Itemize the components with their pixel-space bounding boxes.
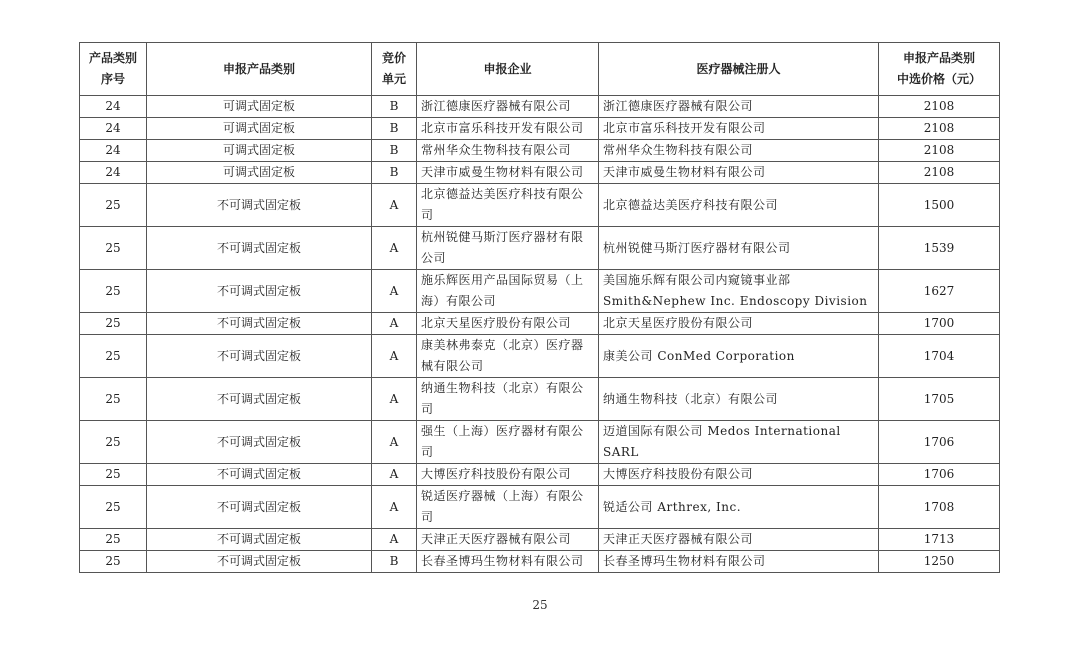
- cell-registrant: 北京市富乐科技开发有限公司: [599, 118, 879, 140]
- cell-registrant: 长春圣博玛生物材料有限公司: [599, 551, 879, 573]
- cell-seq: 25: [80, 227, 147, 270]
- cell-registrant: 锐适公司 Arthrex, Inc.: [599, 486, 879, 529]
- table-row: [80, 529, 1000, 551]
- table-row: [80, 551, 1000, 573]
- header-category: 申报产品类别: [147, 43, 372, 96]
- cell-seq: 25: [80, 529, 147, 551]
- table-row: [80, 486, 1000, 529]
- cell-seq: 25: [80, 464, 147, 486]
- cell-registrant: 天津正天医疗器械有限公司: [599, 529, 879, 551]
- cell-registrant: 常州华众生物科技有限公司: [599, 140, 879, 162]
- cell-category: 可调式固定板: [147, 162, 372, 184]
- cell-seq: 24: [80, 96, 147, 118]
- cell-unit: A: [372, 270, 417, 313]
- cell-unit: B: [372, 162, 417, 184]
- cell-category: 不可调式固定板: [147, 335, 372, 378]
- cell-seq: 25: [80, 378, 147, 421]
- table-row: [80, 464, 1000, 486]
- cell-enterprise: 锐适医疗器械（上海）有限公司: [417, 486, 599, 529]
- header-enterprise: 申报企业: [417, 43, 599, 96]
- table-row: [80, 378, 1000, 421]
- cell-price: 1705: [879, 378, 1000, 421]
- cell-enterprise: 天津市威曼生物材料有限公司: [417, 162, 599, 184]
- cell-enterprise: 纳通生物科技（北京）有限公司: [417, 378, 599, 421]
- table-row: [80, 140, 1000, 162]
- cell-price: 1704: [879, 335, 1000, 378]
- table-row: [80, 162, 1000, 184]
- cell-enterprise: 常州华众生物科技有限公司: [417, 140, 599, 162]
- cell-unit: A: [372, 486, 417, 529]
- cell-unit: B: [372, 118, 417, 140]
- cell-enterprise: 强生（上海）医疗器材有限公司: [417, 421, 599, 464]
- cell-category: 不可调式固定板: [147, 378, 372, 421]
- header-seq: 产品类别 序号: [80, 43, 147, 96]
- cell-unit: B: [372, 96, 417, 118]
- cell-enterprise: 施乐辉医用产品国际贸易（上海）有限公司: [417, 270, 599, 313]
- table-row: [80, 270, 1000, 313]
- table-row: [80, 335, 1000, 378]
- cell-seq: 24: [80, 162, 147, 184]
- cell-unit: B: [372, 140, 417, 162]
- cell-unit: A: [372, 421, 417, 464]
- cell-category: 不可调式固定板: [147, 313, 372, 335]
- cell-seq: 25: [80, 486, 147, 529]
- cell-enterprise: 北京天星医疗股份有限公司: [417, 313, 599, 335]
- cell-enterprise: 天津正天医疗器械有限公司: [417, 529, 599, 551]
- cell-registrant: 杭州锐健马斯汀医疗器材有限公司: [599, 227, 879, 270]
- cell-category: 不可调式固定板: [147, 184, 372, 227]
- cell-seq: 24: [80, 140, 147, 162]
- cell-category: 不可调式固定板: [147, 529, 372, 551]
- cell-price: 1539: [879, 227, 1000, 270]
- cell-category: 不可调式固定板: [147, 551, 372, 573]
- cell-enterprise: 北京德益达美医疗科技有限公司: [417, 184, 599, 227]
- cell-enterprise: 长春圣博玛生物材料有限公司: [417, 551, 599, 573]
- cell-price: 1706: [879, 464, 1000, 486]
- header-price: 申报产品类别 中选价格（元）: [879, 43, 1000, 96]
- cell-enterprise: 浙江德康医疗器械有限公司: [417, 96, 599, 118]
- cell-registrant: 大博医疗科技股份有限公司: [599, 464, 879, 486]
- cell-enterprise: 康美林弗泰克（北京）医疗器械有限公司: [417, 335, 599, 378]
- cell-registrant: 纳通生物科技（北京）有限公司: [599, 378, 879, 421]
- cell-price: 1700: [879, 313, 1000, 335]
- cell-seq: 25: [80, 184, 147, 227]
- cell-unit: A: [372, 378, 417, 421]
- cell-seq: 24: [80, 118, 147, 140]
- header-registrant: 医疗器械注册人: [599, 43, 879, 96]
- cell-unit: A: [372, 335, 417, 378]
- cell-price: 2108: [879, 140, 1000, 162]
- cell-category: 不可调式固定板: [147, 486, 372, 529]
- cell-registrant: 北京德益达美医疗科技有限公司: [599, 184, 879, 227]
- cell-registrant: 浙江德康医疗器械有限公司: [599, 96, 879, 118]
- cell-category: 不可调式固定板: [147, 421, 372, 464]
- cell-registrant: 美国施乐辉有限公司内窥镜事业部 Smith&Nephew Inc. Endoscopy Division: [599, 270, 879, 313]
- cell-unit: B: [372, 551, 417, 573]
- cell-unit: A: [372, 184, 417, 227]
- cell-seq: 25: [80, 421, 147, 464]
- cell-seq: 25: [80, 551, 147, 573]
- winning-bid-table: [79, 42, 1000, 573]
- cell-price: 1500: [879, 184, 1000, 227]
- cell-registrant: 康美公司 ConMed Corporation: [599, 335, 879, 378]
- cell-price: 1708: [879, 486, 1000, 529]
- cell-category: 可调式固定板: [147, 96, 372, 118]
- cell-price: 1713: [879, 529, 1000, 551]
- table-row: [80, 313, 1000, 335]
- cell-seq: 25: [80, 270, 147, 313]
- table-row: [80, 118, 1000, 140]
- table-header-row: [80, 43, 1000, 96]
- cell-registrant: 迈道国际有限公司 Medos International SARL: [599, 421, 879, 464]
- cell-unit: A: [372, 313, 417, 335]
- cell-unit: A: [372, 464, 417, 486]
- cell-price: 2108: [879, 118, 1000, 140]
- cell-category: 不可调式固定板: [147, 270, 372, 313]
- cell-category: 可调式固定板: [147, 140, 372, 162]
- cell-registrant: 天津市威曼生物材料有限公司: [599, 162, 879, 184]
- table-body: [80, 96, 1000, 573]
- cell-price: 2108: [879, 162, 1000, 184]
- page-number: 25: [532, 598, 548, 612]
- table-row: [80, 184, 1000, 227]
- cell-seq: 25: [80, 335, 147, 378]
- table-row: [80, 96, 1000, 118]
- table-row: [80, 227, 1000, 270]
- cell-enterprise: 北京市富乐科技开发有限公司: [417, 118, 599, 140]
- cell-category: 可调式固定板: [147, 118, 372, 140]
- cell-unit: A: [372, 529, 417, 551]
- cell-seq: 25: [80, 313, 147, 335]
- cell-price: 1706: [879, 421, 1000, 464]
- cell-unit: A: [372, 227, 417, 270]
- table-row: [80, 421, 1000, 464]
- cell-enterprise: 大博医疗科技股份有限公司: [417, 464, 599, 486]
- cell-category: 不可调式固定板: [147, 227, 372, 270]
- cell-price: 1250: [879, 551, 1000, 573]
- cell-price: 2108: [879, 96, 1000, 118]
- cell-enterprise: 杭州锐健马斯汀医疗器材有限公司: [417, 227, 599, 270]
- cell-price: 1627: [879, 270, 1000, 313]
- header-unit: 竞价 单元: [372, 43, 417, 96]
- cell-registrant: 北京天星医疗股份有限公司: [599, 313, 879, 335]
- cell-category: 不可调式固定板: [147, 464, 372, 486]
